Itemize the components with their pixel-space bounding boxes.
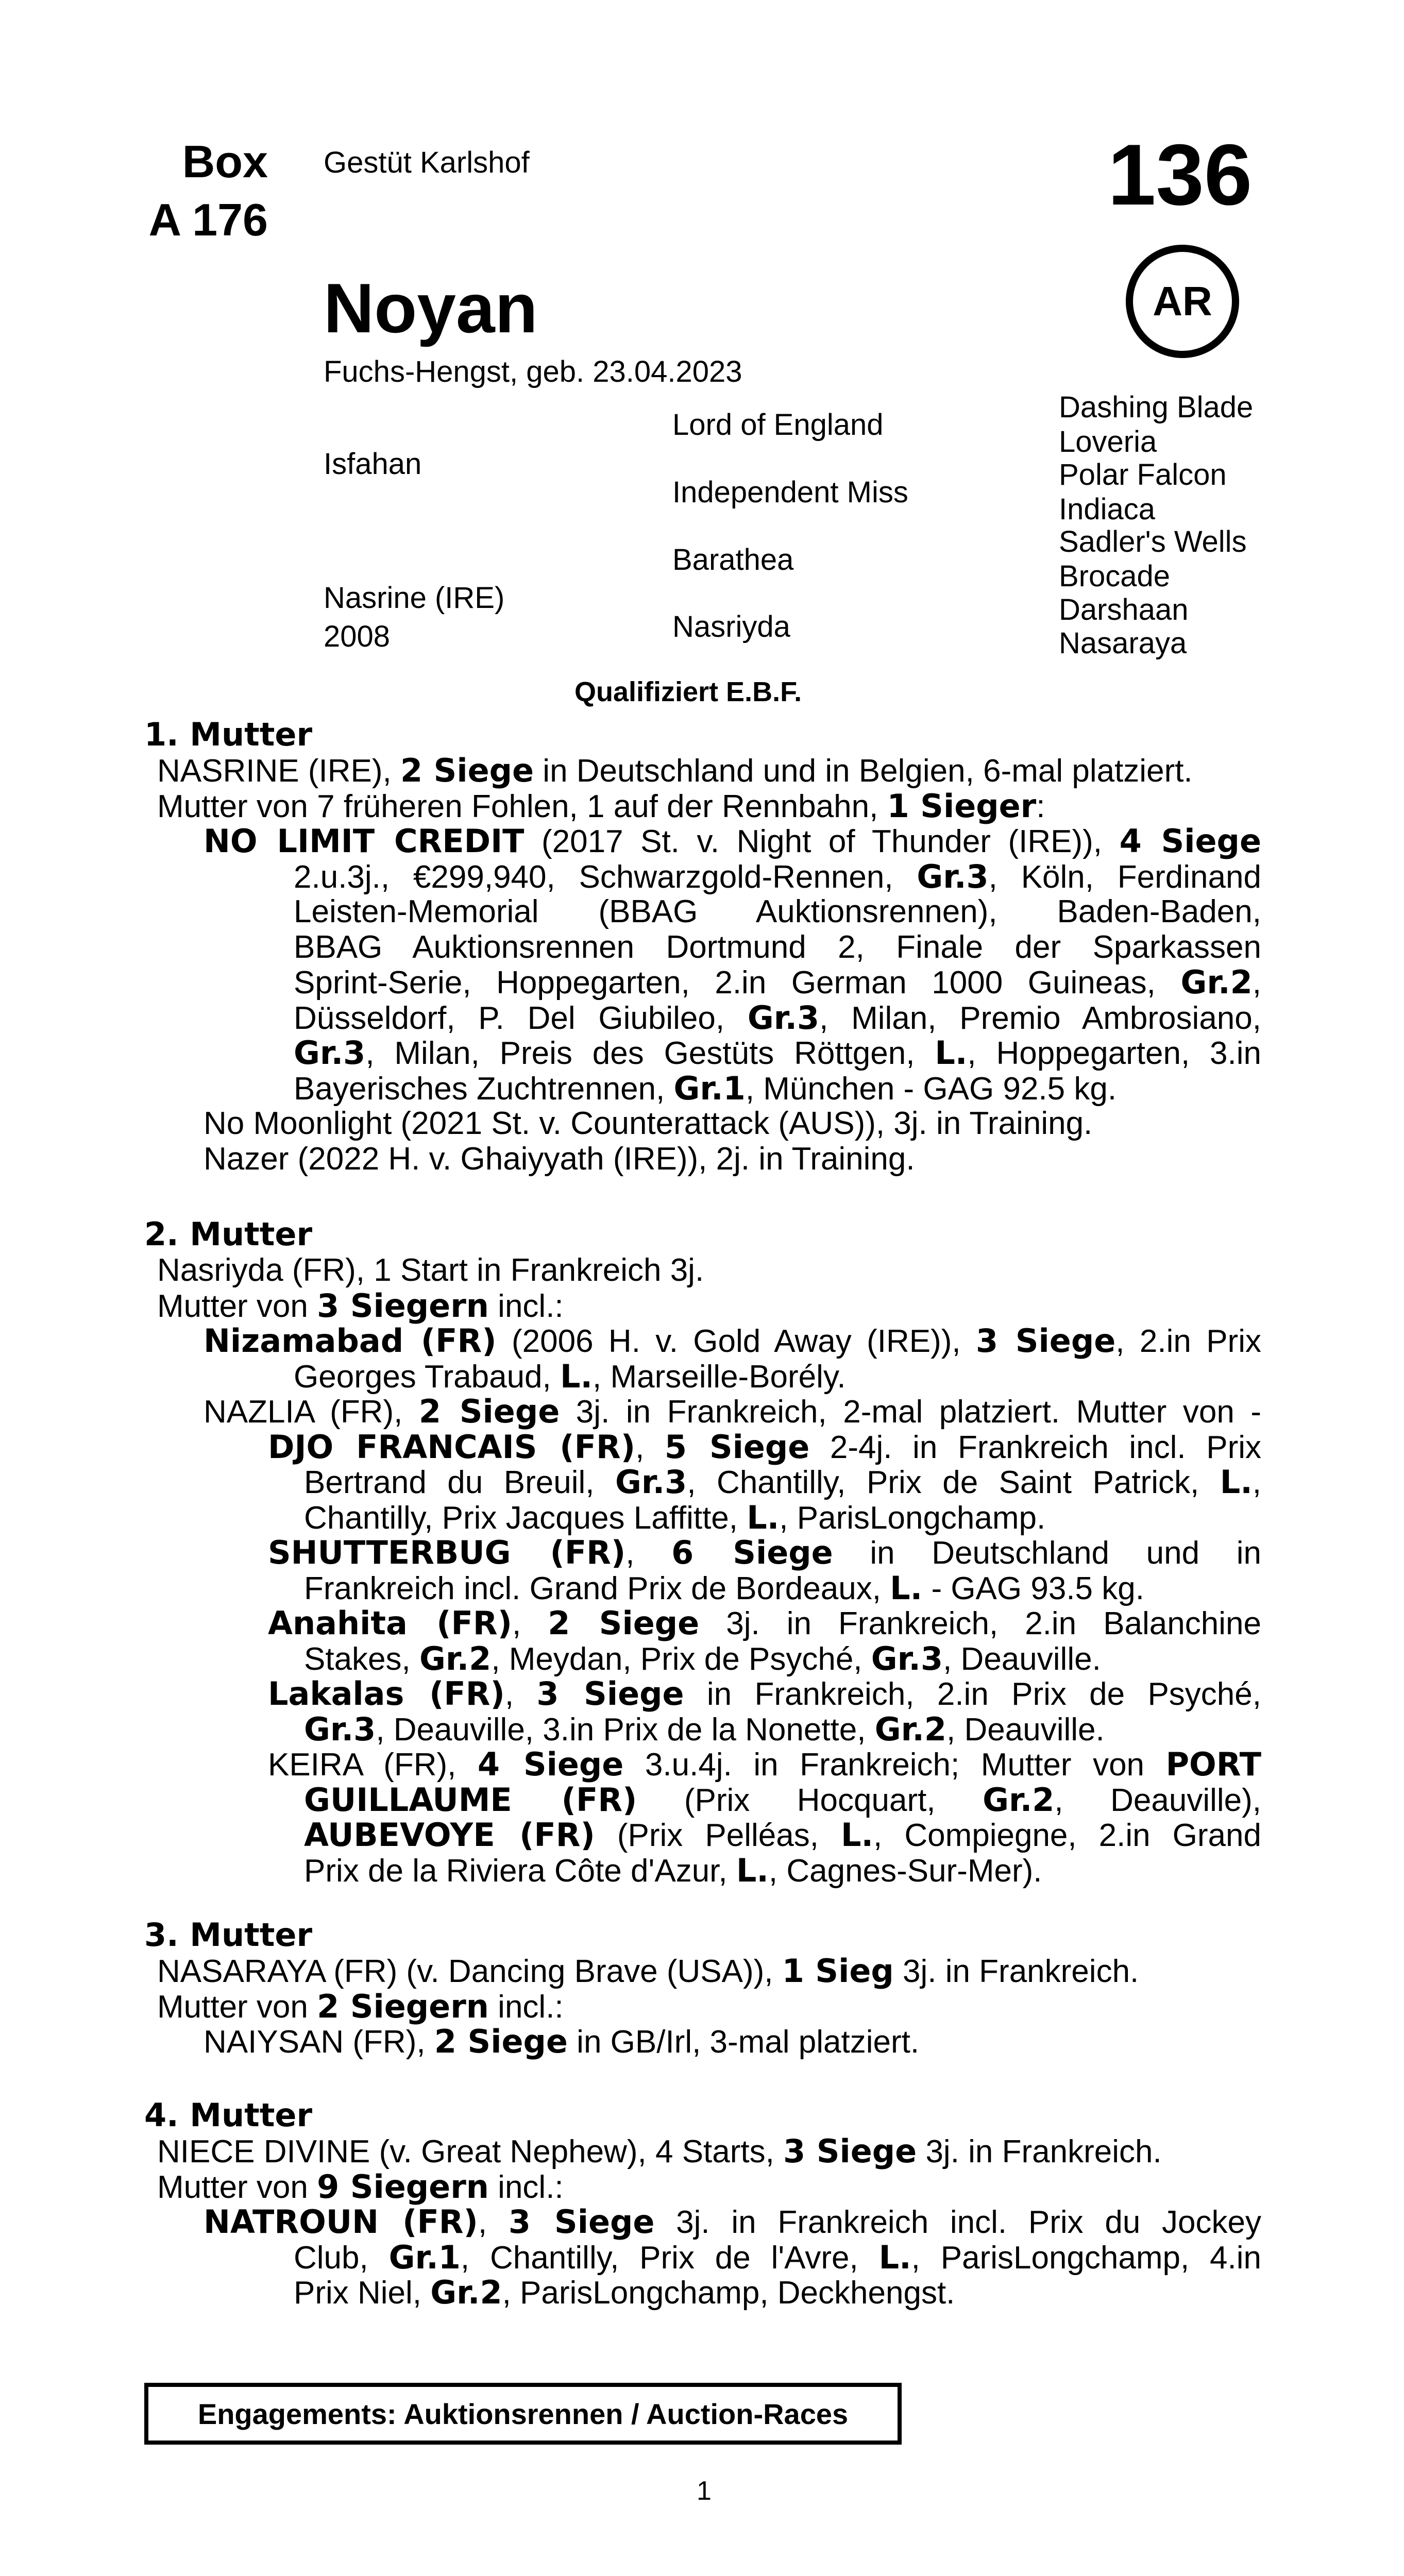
pedigree-great-grandparent: Brocade xyxy=(1059,560,1171,593)
text-run: Düsseldorf, P. Del Giubileo, xyxy=(294,1000,748,1036)
horse-description: Fuchs-Hengst, geb. 23.04.2023 xyxy=(324,355,742,388)
bold-text: L. xyxy=(736,1851,769,1889)
bold-text: 2 Siege xyxy=(548,1604,700,1642)
section-line xyxy=(304,1710,1105,1748)
text-run: Leisten-Memorial (BBAG Auktionsrennen), Baden-Baden, xyxy=(294,894,1261,929)
section-line xyxy=(204,1393,1261,1430)
text-run: NAIYSAN (FR), xyxy=(204,2024,434,2060)
text-run: , Milan, Premio Ambrosiano, xyxy=(819,1000,1261,1036)
pedigree-grandparent: Nasriyda xyxy=(672,610,790,643)
text-run: 3j. in Frankreich. xyxy=(893,1954,1139,1989)
text-run: in Deutschland und in xyxy=(833,1535,1261,1571)
section-line xyxy=(294,896,1261,928)
bold-text: GUILLAUME (FR) xyxy=(304,1781,637,1819)
text-run: Mutter von xyxy=(157,2169,317,2205)
pedigree-great-grandparent: Polar Falcon xyxy=(1059,458,1227,492)
text-run: NIECE DIVINE (v. Great Nephew), 4 Starts, xyxy=(157,2134,784,2170)
section-line xyxy=(157,787,1045,825)
text-run: 2-4j. in Frankreich incl. Prix xyxy=(809,1429,1261,1465)
text-run: KEIRA (FR), xyxy=(268,1747,478,1783)
text-run: NAZLIA (FR), xyxy=(204,1394,419,1430)
bold-text: Anahita (FR) xyxy=(268,1604,512,1642)
box-number: A 176 xyxy=(148,194,268,245)
text-run: (Prix Hocquart, xyxy=(637,1782,983,1818)
section-line xyxy=(157,1952,1139,1990)
bold-text: L. xyxy=(1220,1463,1253,1501)
text-run: , Milan, Preis des Gestüts Röttgen, xyxy=(365,1036,935,1071)
text-run: (2017 St. v. Night of Thunder (IRE)), xyxy=(524,824,1120,859)
section-line xyxy=(268,1745,1261,1783)
pedigree-great-grandparent: Sadler's Wells xyxy=(1059,525,1247,558)
text-run: Bertrand du Breuil, xyxy=(304,1465,615,1500)
bold-text: DJO FRANCAIS (FR) xyxy=(268,1428,636,1466)
bold-text: 2 Siege xyxy=(400,752,534,789)
section-line xyxy=(294,931,1261,963)
bold-text: 3 Siege xyxy=(508,2203,655,2241)
bold-text: Gr.3 xyxy=(747,998,820,1037)
text-run: : xyxy=(1036,788,1045,824)
text-run: - GAG 93.5 kg. xyxy=(922,1570,1144,1606)
bold-text: Gr.3 xyxy=(917,857,989,895)
text-run: , Hoppegarten, 3.in xyxy=(967,1036,1261,1071)
lot-number: 136 xyxy=(1108,126,1253,223)
text-run: BBAG Auktionsrennen Dortmund 2, Finale der Sparkassen xyxy=(294,929,1261,965)
bold-text: L. xyxy=(747,1498,780,1536)
pedigree-dam: Nasrine (IRE) xyxy=(324,581,505,615)
section-line xyxy=(294,963,1261,1001)
text-run: , Deauville. xyxy=(946,1711,1105,1748)
text-run: , Deauville), xyxy=(1054,1782,1261,1818)
bold-text: 2 Siege xyxy=(418,1393,560,1430)
page-number: 1 xyxy=(697,2476,712,2506)
text-run: 3j. in Frankreich. xyxy=(917,2134,1162,2170)
text-run: NASARAYA (FR) (v. Dancing Brave (USA)), xyxy=(157,1954,782,1989)
text-run: Georges Trabaud, xyxy=(294,1359,560,1395)
bold-text: 3 Siege xyxy=(536,1675,684,1713)
bold-text: AUBEVOYE (FR) xyxy=(304,1816,595,1854)
bold-text: Gr.2 xyxy=(430,2274,502,2311)
text-run: incl.: xyxy=(488,2169,564,2205)
text-run: Club, xyxy=(294,2240,389,2276)
bold-text: L. xyxy=(890,1569,923,1607)
box-label: Box xyxy=(182,136,268,187)
text-run: , Chantilly, Prix de Saint Patrick, xyxy=(687,1465,1220,1500)
bold-text: 1 Sieg xyxy=(782,1952,894,1990)
pedigree-grandparent: Independent Miss xyxy=(672,476,908,509)
bold-text: 1 Sieger xyxy=(887,787,1037,825)
text-run: NASRINE (IRE), xyxy=(157,753,400,789)
section-title: 3. Mutter xyxy=(144,1916,313,1954)
bold-text: L. xyxy=(560,1357,593,1395)
section-line xyxy=(304,1816,1261,1854)
bold-text: 4 Siege xyxy=(477,1745,624,1783)
pedigree-grandparent: Barathea xyxy=(672,543,794,577)
engagements-box xyxy=(144,2383,902,2445)
bold-text: Gr.3 xyxy=(615,1463,687,1501)
bold-text: 5 Siege xyxy=(664,1428,810,1466)
text-run: , Cagnes-Sur-Mer). xyxy=(768,1853,1042,1889)
section-line xyxy=(294,2238,1262,2276)
section-line xyxy=(204,822,1261,860)
bold-text: 2 Siegern xyxy=(317,1987,489,2025)
ar-badge xyxy=(1126,245,1239,358)
text-run: 3j. in Frankreich incl. Prix du Jockey xyxy=(654,2205,1261,2240)
bold-text: 3 Siege xyxy=(783,2132,917,2170)
bold-text: NO LIMIT CREDIT xyxy=(204,822,525,860)
section-line xyxy=(304,1463,1261,1501)
bold-text: Gr.3 xyxy=(304,1710,376,1748)
bold-text: L. xyxy=(840,1816,874,1854)
text-run: 2.u.3j., €299,940, Schwarzgold-Rennen, xyxy=(294,859,917,895)
pedigree-sire: Isfahan xyxy=(324,447,422,481)
section-title: 4. Mutter xyxy=(144,2096,313,2134)
breeder-name: Gestüt Karlshof xyxy=(324,146,530,179)
engagements-text: Engagements: Auktionsrennen / Auction-Races xyxy=(197,2397,849,2430)
text-run: , xyxy=(504,1676,537,1712)
text-run: (2006 H. v. Gold Away (IRE)), xyxy=(496,1324,976,1359)
pedigree-grandparent: Lord of England xyxy=(672,408,884,442)
bold-text: Gr.1 xyxy=(388,2238,461,2276)
section-line xyxy=(268,1534,1261,1571)
bold-text: NATROUN (FR) xyxy=(204,2203,478,2241)
text-run: in Frankreich, 2.in Prix de Psyché, xyxy=(684,1676,1261,1712)
section-line xyxy=(204,2023,920,2060)
pedigree-dam-year: 2008 xyxy=(324,620,391,653)
text-run: in Deutschland und in Belgien, 6-mal platziert. xyxy=(534,753,1193,789)
section-line xyxy=(157,2167,564,2206)
bold-text: L. xyxy=(935,1034,968,1072)
section-line xyxy=(204,2203,1261,2241)
text-run: Mutter von xyxy=(157,1989,317,2025)
text-run: No Moonlight (2021 St. v. Counterattack (AUS)), 3j. in Training. xyxy=(204,1106,1093,1141)
pedigree-great-grandparent: Nasaraya xyxy=(1059,626,1187,660)
bold-text: L. xyxy=(878,2238,911,2276)
section-line xyxy=(157,752,1193,789)
section-line xyxy=(294,1034,1261,1072)
section-line xyxy=(157,1252,704,1288)
bold-text: Nizamabad (FR) xyxy=(204,1322,497,1360)
section-line xyxy=(268,1675,1261,1713)
section-line xyxy=(304,1639,1101,1677)
section-line xyxy=(157,1987,564,2025)
pedigree-great-grandparent: Loveria xyxy=(1059,425,1157,459)
text-run: Prix de la Riviera Côte d'Azur, xyxy=(304,1853,736,1889)
text-run: Nazer (2022 H. v. Ghaiyyath (IRE)), 2j. in Training. xyxy=(204,1141,915,1177)
section-line xyxy=(157,2132,1162,2170)
bold-text: Gr.2 xyxy=(419,1639,492,1677)
bold-text: Lakalas (FR) xyxy=(268,1675,505,1713)
text-run: 3.u.4j. in Frankreich; Mutter von xyxy=(623,1747,1166,1783)
text-run: Prix Niel, xyxy=(294,2275,431,2311)
text-run: , xyxy=(1252,965,1261,1001)
section-title: 2. Mutter xyxy=(144,1215,313,1253)
text-run: incl.: xyxy=(488,1989,564,2025)
section-line xyxy=(204,1108,1092,1140)
text-run: Frankreich incl. Grand Prix de Bordeaux, xyxy=(304,1570,890,1606)
bold-text: 4 Siege xyxy=(1119,822,1261,860)
text-run: 3j. in Frankreich, 2.in Balanchine xyxy=(699,1606,1261,1641)
text-run: , München - GAG 92.5 kg. xyxy=(745,1071,1117,1107)
pedigree-great-grandparent: Indiaca xyxy=(1059,493,1156,526)
text-run: , xyxy=(625,1535,672,1571)
bold-text: 3 Siegern xyxy=(317,1286,489,1325)
horse-name: Noyan xyxy=(324,269,538,347)
section-line xyxy=(294,857,1261,895)
text-run: , Köln, Ferdinand xyxy=(988,859,1261,895)
qualification: Qualifiziert E.B.F. xyxy=(574,676,802,707)
text-run: , Compiegne, 2.in Grand xyxy=(873,1818,1261,1853)
text-run: , Marseille-Borély. xyxy=(593,1359,846,1395)
section-line xyxy=(294,2274,955,2311)
section-line xyxy=(204,1322,1261,1360)
section-line xyxy=(294,1069,1117,1107)
bold-text: Gr.2 xyxy=(874,1710,947,1748)
bold-text: 6 Siege xyxy=(671,1534,833,1571)
text-run: Bayerisches Zuchtrennen, xyxy=(294,1071,674,1107)
section-line xyxy=(157,1286,564,1325)
text-run: Chantilly, Prix Jacques Laffitte, xyxy=(304,1500,747,1536)
section-line xyxy=(268,1428,1261,1466)
text-run: , xyxy=(512,1606,548,1641)
section-title: 1. Mutter xyxy=(144,716,313,753)
bold-text: 9 Siegern xyxy=(317,2167,489,2206)
bold-text: Gr.1 xyxy=(673,1069,746,1107)
text-run: Stakes, xyxy=(304,1641,419,1677)
text-run: , xyxy=(635,1429,665,1465)
text-run: , Chantilly, Prix de l'Avre, xyxy=(460,2240,879,2276)
bold-text: Gr.2 xyxy=(983,1781,1055,1819)
section-line xyxy=(304,1851,1042,1889)
text-run: , ParisLongchamp, Deckhengst. xyxy=(502,2275,955,2311)
section-line xyxy=(204,1143,915,1175)
bold-text: Gr.3 xyxy=(871,1639,943,1677)
section-line xyxy=(294,998,1261,1037)
section-line xyxy=(304,1498,1046,1536)
ar-badge-label: AR xyxy=(1153,278,1212,324)
bold-text: Gr.2 xyxy=(1180,963,1253,1001)
text-run: Sprint-Serie, Hoppegarten, 2.in German 1000 Guineas, xyxy=(294,965,1181,1001)
text-run: , 2.in Prix xyxy=(1115,1324,1261,1359)
text-run: , xyxy=(1252,1465,1261,1500)
section-line xyxy=(304,1569,1144,1607)
bold-text: SHUTTERBUG (FR) xyxy=(268,1534,626,1571)
section-line xyxy=(294,1357,846,1395)
pedigree-great-grandparent: Dashing Blade xyxy=(1059,391,1254,424)
bold-text: 3 Siege xyxy=(976,1322,1116,1360)
text-run: , Deauville, 3.in Prix de la Nonette, xyxy=(376,1711,875,1748)
text-run: (Prix Pelléas, xyxy=(595,1818,841,1853)
text-run: , ParisLongchamp. xyxy=(779,1500,1046,1536)
bold-text: 2 Siege xyxy=(434,2023,568,2060)
text-run: , Deauville. xyxy=(943,1641,1101,1677)
bold-text: Gr.3 xyxy=(294,1034,366,1072)
section-line xyxy=(304,1781,1261,1819)
text-run: Nasriyda (FR), 1 Start in Frankreich 3j. xyxy=(157,1252,704,1288)
text-run: Mutter von xyxy=(157,1288,317,1324)
section-line xyxy=(268,1604,1261,1642)
bold-text: PORT xyxy=(1165,1745,1261,1783)
text-run: incl.: xyxy=(488,1288,564,1324)
text-run: , xyxy=(478,2205,509,2240)
text-run: 3j. in Frankreich, 2-mal platziert. Mutter von - xyxy=(560,1394,1261,1430)
pedigree-great-grandparent: Darshaan xyxy=(1059,593,1189,626)
text-run: in GB/Irl, 3-mal platziert. xyxy=(567,2024,920,2060)
text-run: , ParisLongchamp, 4.in xyxy=(911,2240,1262,2276)
text-run: Mutter von 7 früheren Fohlen, 1 auf der Rennbahn, xyxy=(157,788,887,824)
text-run: , Meydan, Prix de Psyché, xyxy=(491,1641,871,1677)
